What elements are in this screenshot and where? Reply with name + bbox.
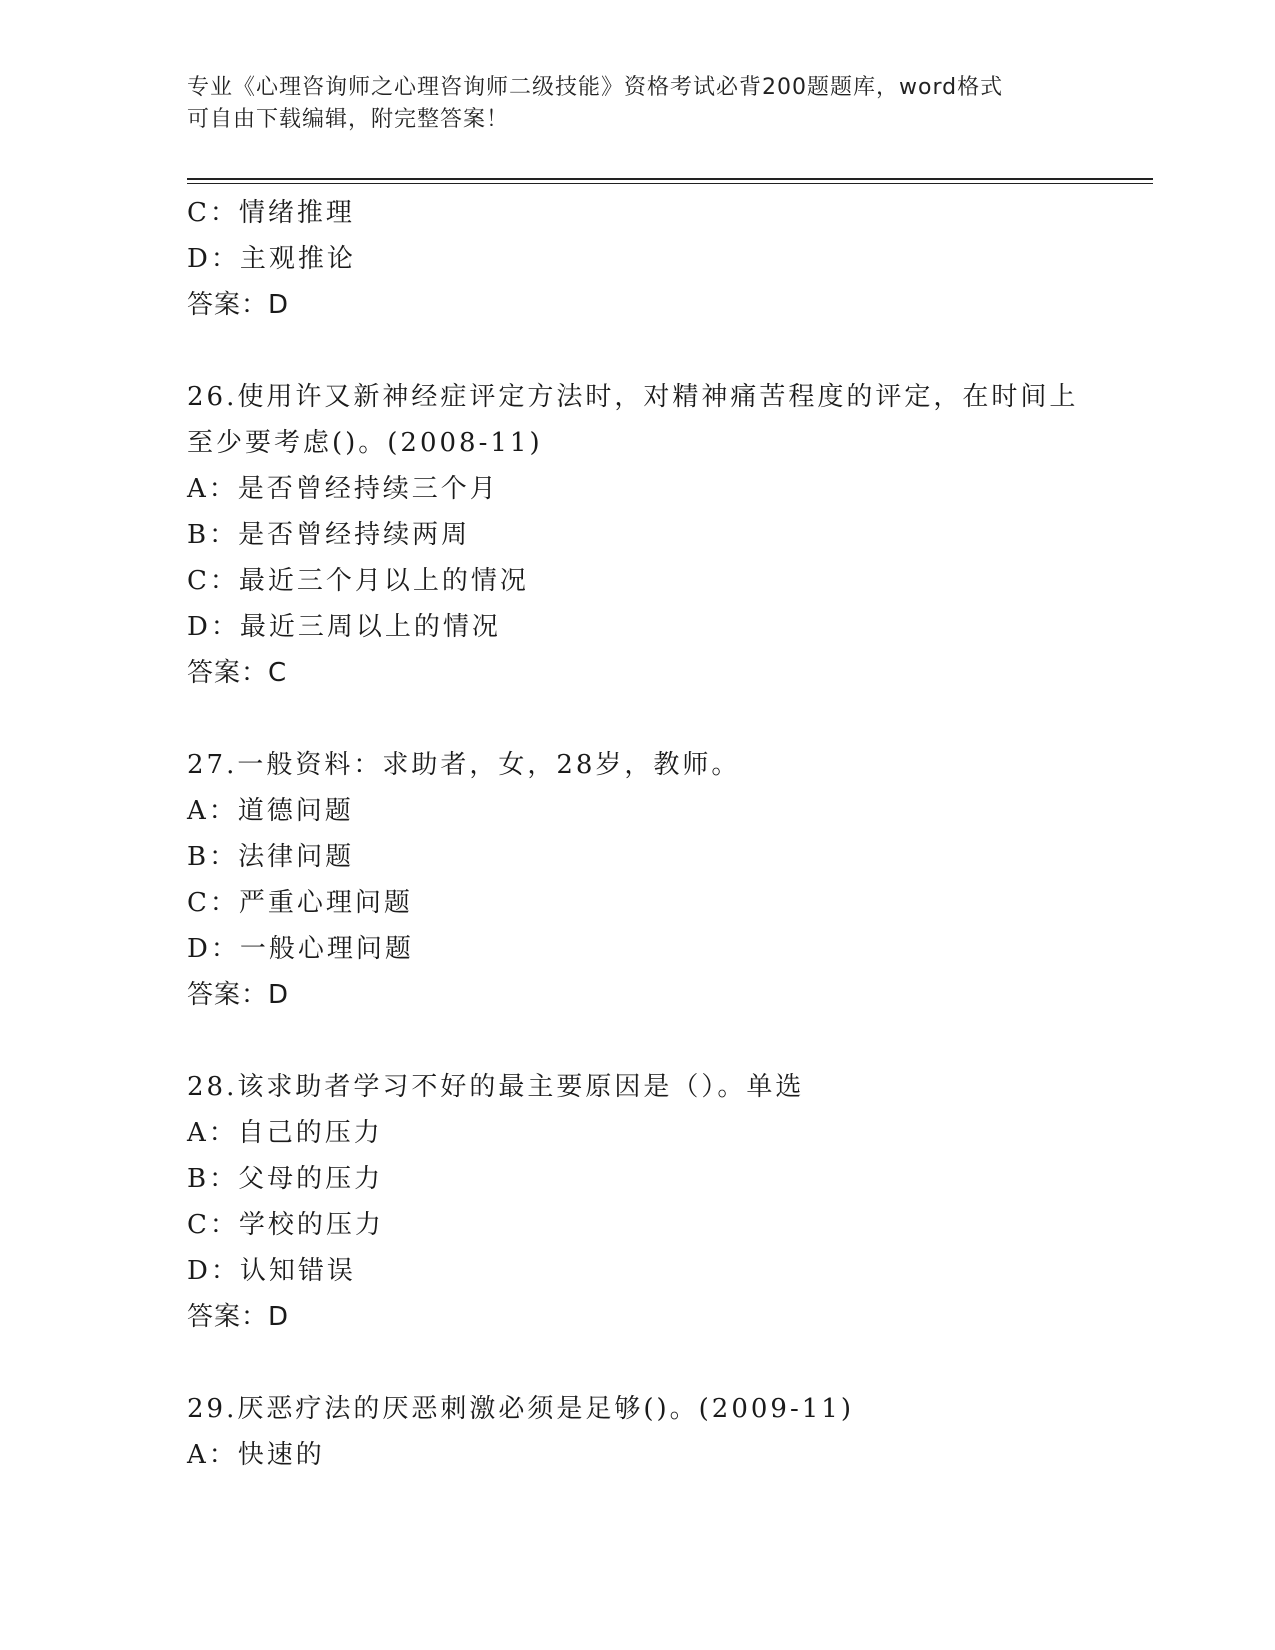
question-26 [187, 374, 1153, 696]
spacer [187, 696, 1153, 742]
option-a: A：是否曾经持续三个月 [187, 474, 499, 504]
header-line-2: 可自由下载编辑，附完整答案！ [187, 107, 510, 132]
option-b: B：父母的压力 [187, 1164, 384, 1194]
question-list [187, 190, 1153, 1478]
question-27 [187, 742, 1153, 1018]
header-divider-thin [187, 183, 1153, 184]
answer-line: 答案：D [187, 1302, 290, 1332]
answer-line: 答案：D [187, 290, 290, 320]
document-header [187, 72, 1087, 136]
option-a: A：道德问题 [187, 796, 354, 826]
option-c: C：最近三个月以上的情况 [187, 566, 529, 596]
option-c: C：严重心理问题 [187, 888, 413, 918]
option-d: D：认知错误 [187, 1256, 356, 1286]
spacer [187, 1340, 1153, 1386]
header-divider-thick [187, 178, 1153, 180]
option-b: B：是否曾经持续两周 [187, 520, 471, 550]
option-b: B：法律问题 [187, 842, 355, 872]
option-d: D：一般心理问题 [187, 934, 414, 964]
question-stem-continued: 至少要考虑()。(2008-11) [187, 428, 543, 458]
question-stem: 26.使用许又新神经症评定方法时，对精神痛苦程度的评定，在时间上 [187, 382, 1079, 412]
option-d: D：主观推论 [187, 244, 356, 274]
option-a: A：自己的压力 [187, 1118, 383, 1148]
option-a: A：快速的 [187, 1440, 325, 1470]
question-28 [187, 1064, 1153, 1340]
option-c: C：情绪推理 [187, 198, 355, 228]
question-29 [187, 1386, 1153, 1478]
option-c: C：学校的压力 [187, 1210, 384, 1240]
spacer [187, 328, 1153, 374]
option-d: D：最近三周以上的情况 [187, 612, 501, 642]
header-line-1: 专业《心理咨询师之心理咨询师二级技能》资格考试必背200题题库，word格式 [187, 75, 1004, 100]
question-stem: 27.一般资料：求助者，女，28岁，教师。 [187, 750, 741, 780]
question-stem: 28.该求助者学习不好的最主要原因是（）。单选 [187, 1072, 805, 1102]
answer-line: 答案：D [187, 980, 290, 1010]
question-25-continued [187, 190, 1153, 328]
answer-line: 答案：C [187, 658, 288, 688]
spacer [187, 1018, 1153, 1064]
question-stem: 29.厌恶疗法的厌恶刺激必须是足够()。(2009-11) [187, 1394, 854, 1424]
